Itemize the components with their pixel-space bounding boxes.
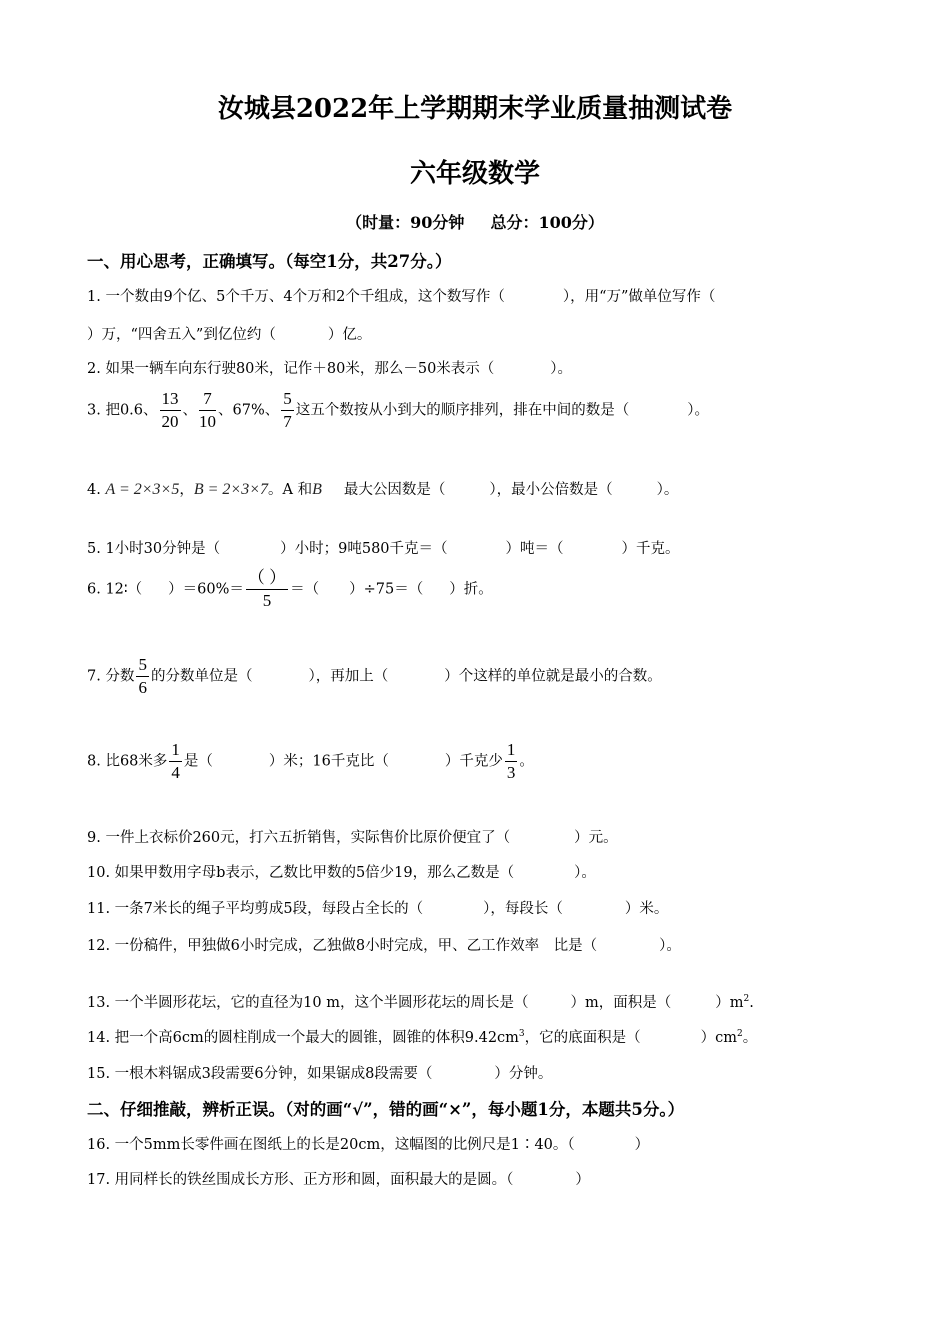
question-11: 11. 一条7米长的绳子平均剪成5段，每段占全长的（ ），每段长（ ）米。 (87, 901, 669, 917)
question-4: 4. A = 2×3×5，B = 2×3×7。A 和B 最大公因数是（ ），最小公倍数是（ ）。 (87, 481, 679, 498)
question-5: 5. 1小时30分钟是（ ）小时；9吨580千克＝（ ）吨＝（ ）千克。 (87, 541, 680, 557)
time-label: （时量：90分钟 (346, 213, 465, 232)
exam-subtitle: 六年级数学 (409, 159, 540, 189)
fraction-1-4: $\frac{1}{4}$ (171, 740, 180, 782)
fraction-5-7: $\frac{5}{7}$ (283, 389, 292, 431)
question-7: 7. 分数 $\frac{5}{6}$ 的分数单位是（ ），再加上（ ）个这样的单位就是最小的合数。 (87, 655, 662, 697)
question-3: 3. 把0.6、 $\frac{13}{20}$ 、 $\frac{7}{10}$ 、67%、 $\frac{5}{7}$ 这五个数按从小到大的顺序排列，排在中间的数是（ ）。 (87, 389, 709, 431)
question-1-line-1: 1. 一个数由9个亿、5个千万、4个万和2个千组成，这个数写作（ ），用“万”做单位写作（ (87, 289, 716, 305)
expression-b: B = 2×3×7 (193, 481, 268, 498)
question-8: 8. 比68米多 $\frac{1}{4}$ 是（ ）米；16千克比（ ）千克少 $\frac{1}{3}$ 。 (87, 740, 534, 782)
question-16: 16. 一个5mm长零件画在图纸上的长是20cm，这幅图的比例尺是1∶40。（ ） (87, 1137, 650, 1153)
exam-title: 汝城县2022年上学期期末学业质量抽测试卷 (217, 94, 733, 124)
question-2: 2. 如果一辆车向东行驶80米，记作＋80米，那么－50米表示（ ）。 (87, 361, 573, 377)
score-label: 总分：100分） (490, 213, 604, 232)
question-12: 12. 一份稿件，甲独做6小时完成，乙独做8小时完成，甲、乙工作效率 比是（ ）。 (87, 938, 681, 954)
question-15: 15. 一根木料锯成3段需要6分钟，如果锯成8段需要（ ）分钟。 (87, 1066, 553, 1082)
question-17: 17. 用同样长的铁丝围成长方形、正方形和圆，面积最大的是圆。（ ） (87, 1172, 590, 1188)
question-1-line-2: ）万，“四舍五入”到亿位约（ ）亿。 (87, 327, 372, 343)
fraction-1-3: $\frac{1}{3}$ (506, 740, 516, 782)
exam-info (0, 210, 950, 233)
section-2-heading: 二、仔细推敲，辨析正误。（对的画“√”，错的画“×”，每小题1分，本题共5分。） (87, 1100, 685, 1119)
fraction-7-10: $\frac{7}{10}$ (199, 389, 217, 431)
question-10: 10. 如果甲数用字母b表示，乙数比甲数的5倍少19，那么乙数是（ ）。 (87, 865, 596, 881)
fraction-13-20: $\frac{13}{20}$ (161, 389, 179, 431)
fraction-5-6: $\frac{5}{6}$ (138, 655, 147, 697)
expression-a: A = 2×3×5 (105, 481, 180, 498)
fraction-blank-5: $\frac{( )}{5}$ (247, 568, 287, 610)
question-9: 9. 一件上衣标价260元，打六五折销售，实际售价比原价便宜了（ ）元。 (87, 830, 618, 846)
question-14: 14. 把一个高6cm的圆柱削成一个最大的圆锥，圆锥的体积$9.42cm^3$，它的底面积是（ ）$cm^2$。 (87, 1029, 758, 1046)
question-13: 13. 一个半圆形花坛，它的直径为10 m，这个半圆形花坛的周长是（ ）m，面积是（ ）$m^2$. (87, 994, 754, 1011)
section-1-heading: 一、用心思考，正确填写。（每空1分，共27分。） (87, 252, 452, 271)
question-6: 6. 12∶（ ）＝60%＝ $\frac{( )}{5}$ ＝（ ）÷75＝（ ）折。 (87, 568, 493, 610)
